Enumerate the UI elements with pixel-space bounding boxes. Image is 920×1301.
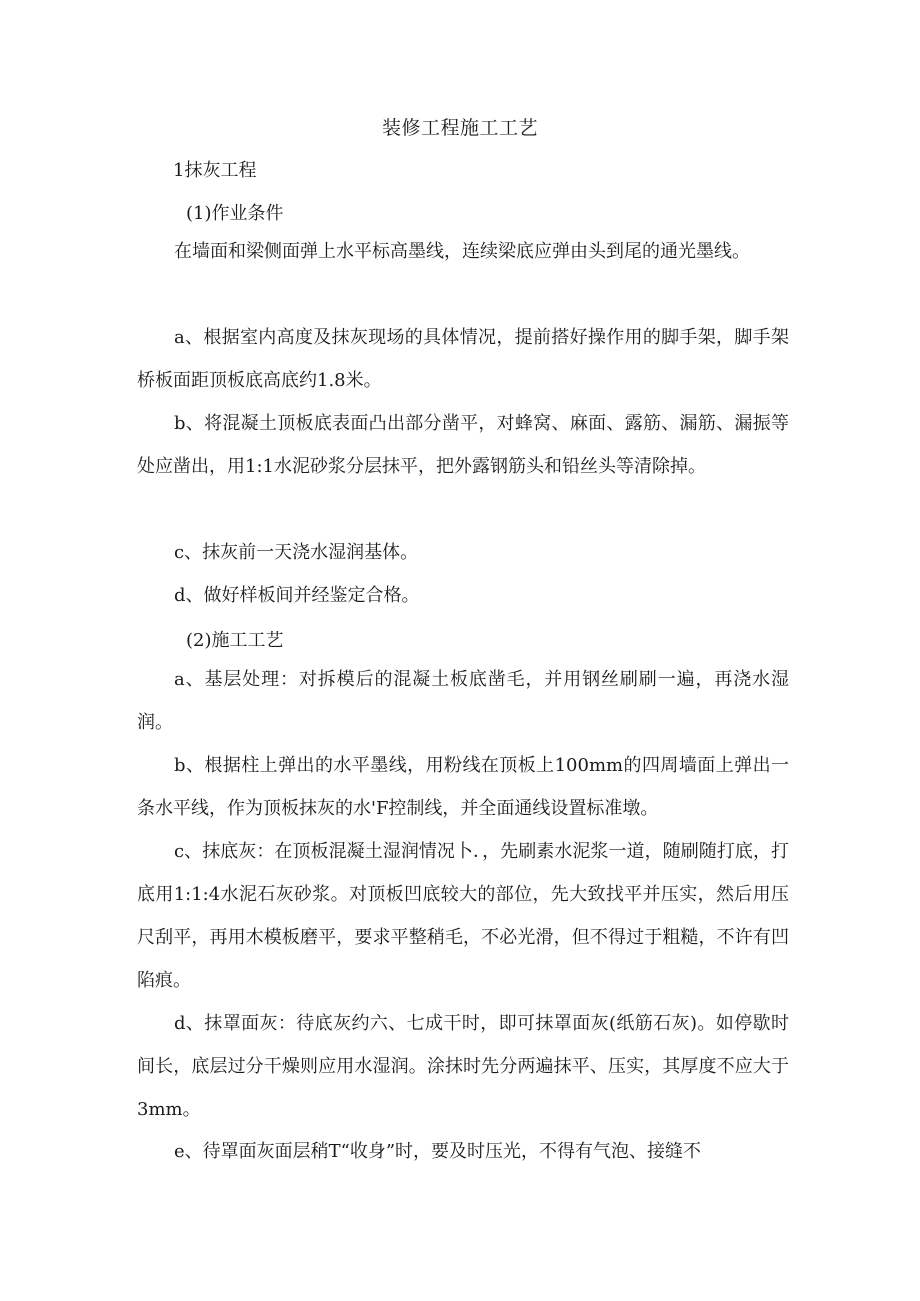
section-heading-plastering: 1抹灰工程 [173, 160, 257, 181]
paragraph-item-b2: b、根据柱上弹出的水平墨线，用粉线在顶板上100mm的四周墙面上弹出一条水平线，作为顶板抹灰的水'F控制线，并全面通线设置标准墩。 [137, 755, 789, 819]
paragraph-intro: 在墙面和梁侧面弹上水平标高墨线，连续梁底应弹由头到尾的通光墨线。 [174, 241, 750, 262]
document-title: 装修工程施工工艺 [381, 117, 538, 139]
paragraph-item-d2: d、抹罩面灰：待底灰约六、七成干时，即可抹罩面灰(纸筋石灰)。如停歇时间长，底层过分干燥则应用水湿润。涂抹时先分两遍抹平、压实，其厚度不应大于3mm。 [137, 1013, 789, 1120]
subsection-heading-work-conditions: (1)作业条件 [186, 203, 284, 224]
paragraph-item-c2: c、抹底灰：在顶板混凝土湿润情况卜．，先刷素水泥浆一道，随刷随打底，打底用1:1:4水泥石灰砂浆。对顶板凹底较大的部位，先大致找平并压实，然后用压尺刮平，再用木模板磨平，要求平整稍毛，不必光滑，但不得过于粗糙，不许有凹陷痕。 [137, 841, 789, 991]
paragraph-item-a1: a、根据室内高度及抹灰现场的具体情况，提前搭好操作用的脚手架，脚手架桥板面距顶板底高底约1.8米。 [137, 327, 789, 391]
paragraph-item-e2: e、待罩面灰面层稍T“收身”时，要及时压光，不得有气泡、接缝不 [174, 1141, 702, 1162]
paragraph-item-a2: a、基层处理：对拆模后的混凝土板底凿毛，并用钢丝刷刷一遍，再浇水湿润。 [137, 669, 789, 733]
subsection-heading-construction-process: (2)施工工艺 [186, 630, 284, 651]
paragraph-item-d1: d、做好样板间并经鉴定合格。 [174, 585, 420, 606]
paragraph-item-b1: b、将混凝土顶板底表面凸出部分凿平，对蜂窝、麻面、露筋、漏筋、漏振等处应凿出，用1:1水泥砂浆分层抹平，把外露钢筋头和铅丝头等清除掉。 [137, 413, 789, 477]
paragraph-item-c1: c、抹灰前一天浇水湿润基体。 [174, 542, 419, 563]
